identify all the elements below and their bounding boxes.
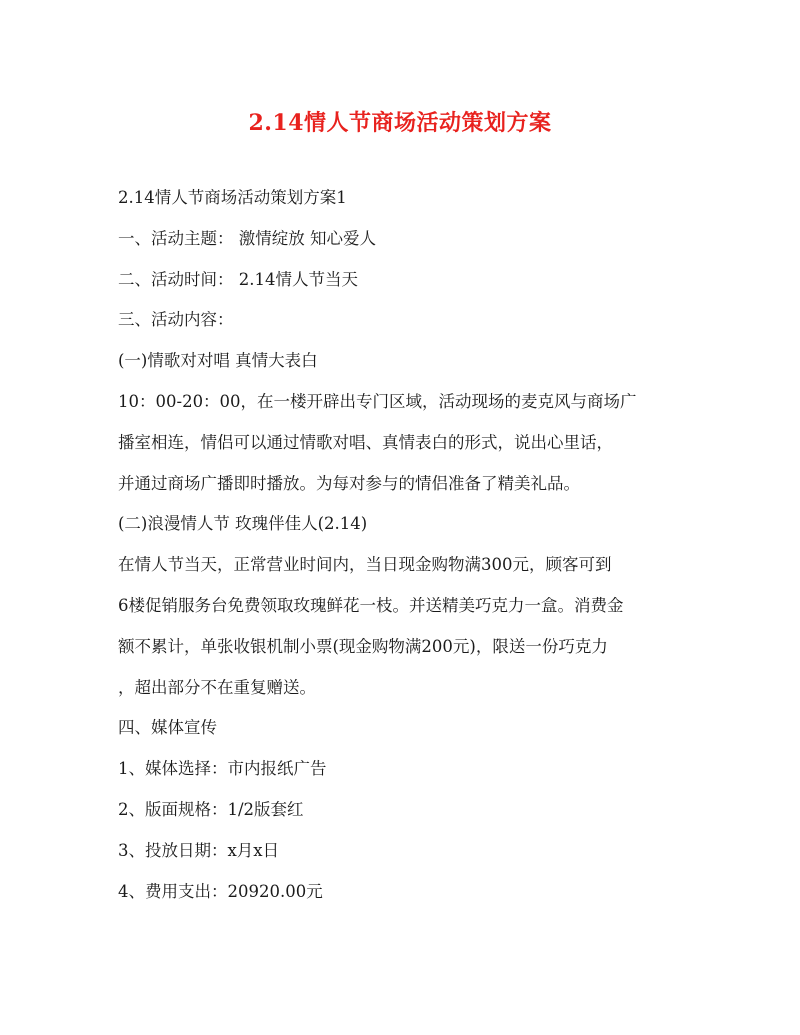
paragraph-line: 额不累计，单张收银机制小票(现金购物满200元)，限送一份巧克力 xyxy=(118,636,608,656)
section-media-heading: 四、媒体宣传 xyxy=(118,718,217,738)
section-theme: 一、活动主题： 激情绽放 知心爱人 xyxy=(118,228,376,248)
subsection-1-heading: (一)情歌对对唱 真情大表白 xyxy=(118,351,318,371)
paragraph-line: ，超出部分不在重复赠送。 xyxy=(118,677,316,697)
document-body xyxy=(118,178,718,912)
document-title: 2.14情人节商场活动策划方案 xyxy=(248,110,552,136)
section-content-heading: 三、活动内容： xyxy=(118,310,234,330)
paragraph-line: 并通过商场广播即时播放。为每对参与的情侣准备了精美礼品。 xyxy=(118,473,580,493)
paragraph-line: 6楼促销服务台免费领取玫瑰鲜花一枝。并送精美巧克力一盒。消费金 xyxy=(118,595,624,615)
plan-heading: 2.14情人节商场活动策划方案1 xyxy=(118,188,347,207)
subsection-2-heading: (二)浪漫情人节 玫瑰伴佳人(2.14) xyxy=(118,514,368,534)
media-item: 2、版面规格：1/2版套红 xyxy=(118,799,304,819)
paragraph-line: 10：00-20：00，在一楼开辟出专门区域，活动现场的麦克风与商场广 xyxy=(118,391,637,411)
section-time: 二、活动时间： 2.14情人节当天 xyxy=(118,269,358,289)
media-item: 1、媒体选择：市内报纸广告 xyxy=(118,759,327,779)
paragraph-line: 在情人节当天，正常营业时间内，当日现金购物满300元，顾客可到 xyxy=(118,555,612,575)
paragraph-line: 播室相连，情侣可以通过情歌对唱、真情表白的形式，说出心里话， xyxy=(118,432,613,452)
media-item: 3、投放日期：x月x日 xyxy=(118,840,280,860)
media-item: 4、费用支出：20920.00元 xyxy=(118,881,323,901)
